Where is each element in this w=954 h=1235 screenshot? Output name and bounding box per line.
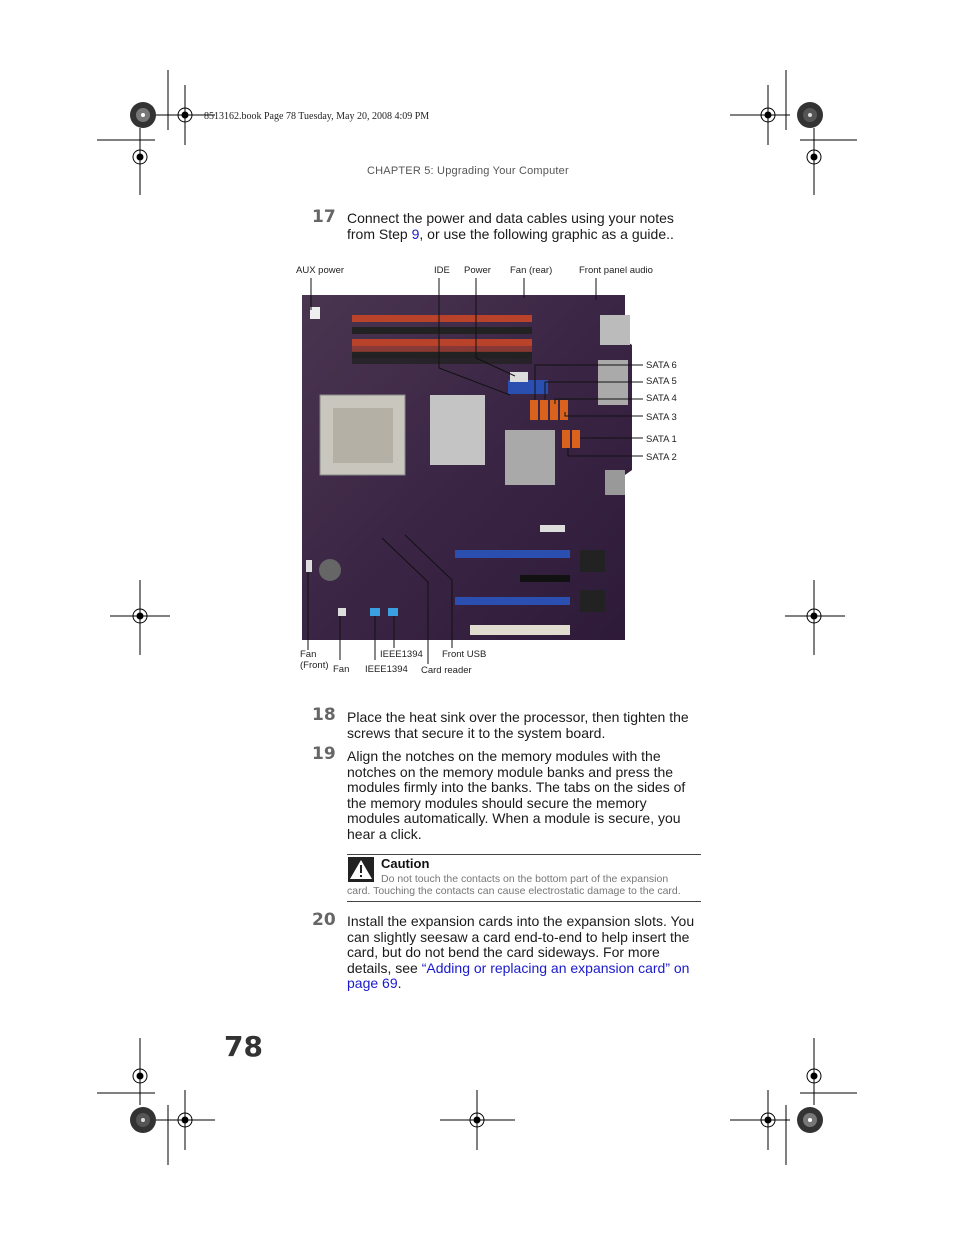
step-number: 18	[312, 705, 336, 725]
label-front-usb: Front USB	[442, 649, 487, 660]
label-ieee1394-b: IEEE1394	[365, 664, 408, 675]
label-sata4: SATA 4	[646, 393, 677, 404]
label-power: Power	[464, 265, 491, 276]
step-19-line: notches on the memory module banks and press the	[347, 763, 674, 780]
caution-line: card. Touching the contacts can cause electrostatic damage to the card.	[347, 885, 681, 897]
running-header: CHAPTER 5: Upgrading Your Computer	[367, 165, 569, 177]
label-aux-power: AUX power	[296, 265, 345, 276]
label-fan-front-sub: (Front)	[300, 660, 329, 671]
step-number: 20	[312, 910, 336, 930]
label-sata2: SATA 2	[646, 452, 677, 463]
label-fan-rear: Fan (rear)	[510, 265, 553, 276]
step-17-line: Connect the power and data cables using your notes	[347, 210, 674, 226]
step-18-line: screws that secure it to the system board.	[347, 724, 606, 741]
label-card-reader: Card reader	[421, 665, 472, 676]
label-front-panel-audio: Front panel audio	[579, 265, 653, 276]
step-19-line: hear a click.	[347, 825, 422, 842]
step-number: 17	[312, 207, 336, 227]
step-20-text	[347, 914, 707, 992]
label-sata5: SATA 5	[646, 376, 677, 387]
step-18-text	[347, 710, 707, 741]
expansion-card-link[interactable]: “Adding or replacing an expansion card” on	[421, 959, 690, 976]
step-19-line: Align the notches on the memory modules with the	[347, 748, 661, 764]
step-20-line: can slightly seesaw a card end-to-end to help insert the	[347, 928, 690, 945]
caution-line: Do not touch the contacts on the bottom part of the expansion	[381, 873, 669, 885]
page-69-link[interactable]: page 69	[347, 975, 398, 991]
step-20-line: Install the expansion cards into the expansion slots. You	[347, 913, 695, 929]
print-slug: 8513162.book Page 78 Tuesday, May 20, 2008 4:09 PM	[204, 111, 430, 122]
label-ieee1394-a: IEEE1394	[380, 649, 423, 660]
step-20-line: card, but do not bend the card sideways. For more	[347, 944, 660, 960]
label-ide: IDE	[434, 265, 450, 276]
label-fan-front: Fan	[300, 649, 317, 660]
label-sata1: SATA 1	[646, 434, 677, 445]
page-number: 78	[224, 1030, 263, 1063]
step-9-link[interactable]: 9	[411, 225, 420, 242]
label-sata3: SATA 3	[646, 412, 677, 423]
step-20-line: details, see “Adding or replacing an expansion card” on	[347, 959, 690, 976]
label-fan: Fan	[333, 664, 350, 675]
label-sata6: SATA 6	[646, 360, 677, 371]
caution-title: Caution	[381, 856, 430, 871]
step-19-line: modules firmly into the banks. The tabs on the sides of	[347, 779, 686, 795]
step-19-text	[347, 749, 707, 842]
step-19-line: modules automatically. When a module is secure, you	[347, 810, 681, 826]
step-number: 19	[312, 744, 336, 764]
step-19-line: the memory modules should secure the memory	[347, 794, 647, 811]
step-18-line: Place the heat sink over the processor, then tighten the	[347, 709, 689, 725]
step-17-line: from Step 9, or use the following graphic as a guide..	[347, 225, 674, 242]
step-20-line: page 69.	[347, 975, 402, 991]
